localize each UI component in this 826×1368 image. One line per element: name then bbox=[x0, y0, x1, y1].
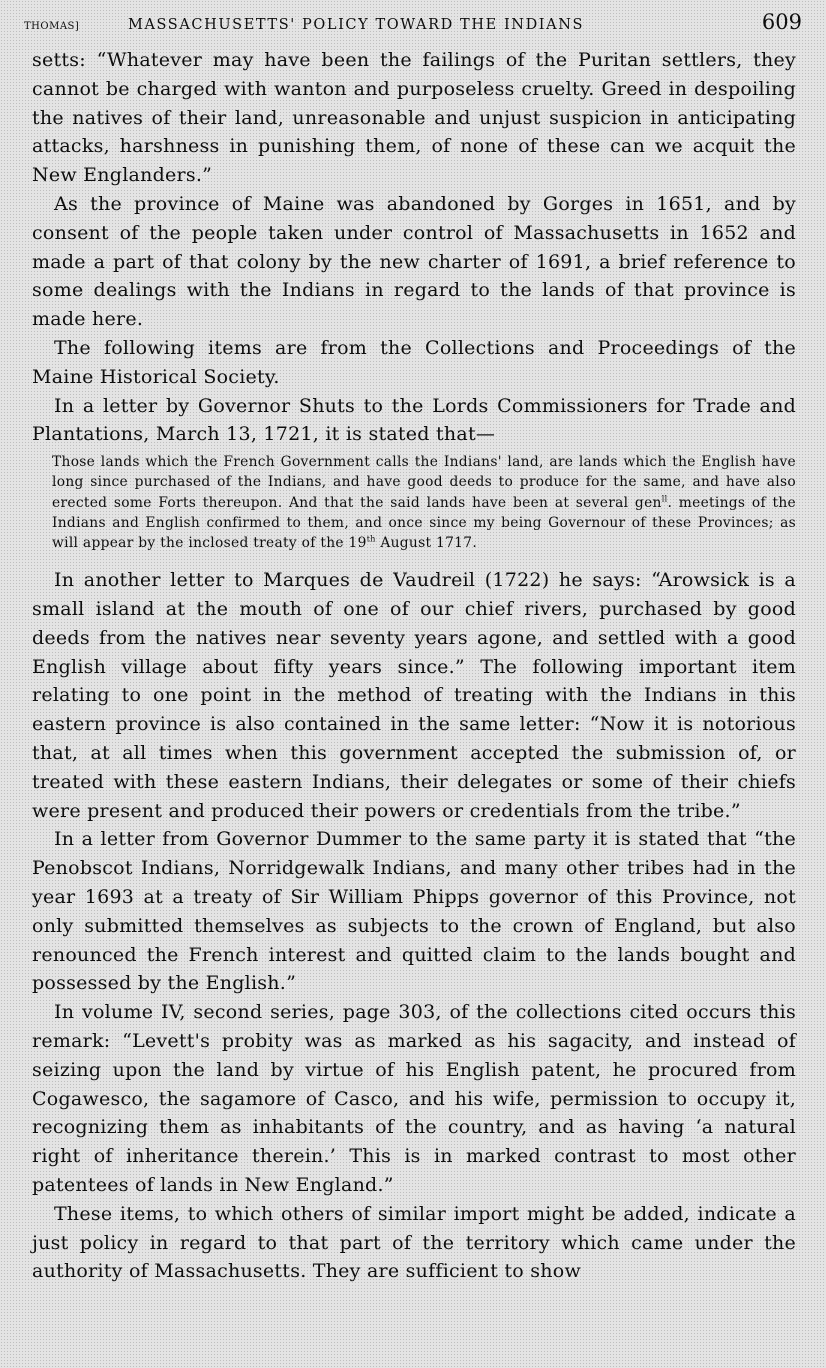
running-head-title: MASSACHUSETTS' POLICY TOWARD THE INDIANS bbox=[128, 17, 585, 33]
block-quote-text-middle: . meetings of the Indians and English confirmed to them, and once since my being Governour of these Provinces; as will appear by the inclosed treaty of the 19 bbox=[52, 494, 796, 551]
paragraph-dummer-letter: In a letter from Governor Dummer to the same party it is stated that “the Penobscot Indians, Norridgewalk Indians, and many other tribes had in the year 1693 at a treaty of Sir William Phipps governor of this Province, not only submitted themselves as subjects to the crown of England, but also renounced the French interest and quitted claim to the lands bought and possessed by the English.” bbox=[32, 828, 796, 995]
block-quote-superscript-1: ll bbox=[661, 493, 668, 503]
page-number: 609 bbox=[761, 10, 802, 34]
paragraph-puritan-quote: setts: “Whatever may have been the failings of the Puritan settlers, they cannot be charged with wanton and purposeless cruelty. Greed in despoiling the natives of their land, unreasonable and unjust suspicion in anticipating attacks, harshness in punishing them, of none of these can we acquit the New Englanders.” bbox=[32, 49, 796, 187]
block-quote-text-start: Those lands which the French Government calls the Indians' land, are lands which the English have long since purchased of the Indians, and have good deeds to produce for the same, and have also erected some Forts thereupon. And that the said lands have been at several gen bbox=[52, 454, 796, 511]
paragraph-vaudreil-letter: In another letter to Marques de Vaudreil (1722) he says: “Arowsick is a small island at the mouth of one of our chief rivers, purchased by good deeds from the natives near seventy years agone, and settled with a good English village about fifty years since.” The following important item relating to one point in the method of treating with the Indians in this eastern province is also contained in the same letter: “Now it is notorious that, at all times when this government accepted the submission of, or treated with these eastern Indians, their delegates or some of their chiefs were present and produced their powers or credentials from the tribe.” bbox=[32, 569, 796, 822]
block-quote-superscript-2: th bbox=[366, 534, 376, 544]
paragraph-conclusion: These items, to which others of similar import might be added, indicate a just policy in regard to that part of the territory which came under the authority of Massachusetts. They are sufficient to show bbox=[32, 1202, 796, 1283]
block-quote-text-end: August 1717. bbox=[375, 534, 478, 551]
author-tag: THOMAS] bbox=[24, 21, 80, 32]
paragraph-collections-intro: The following items are from the Collections and Proceedings of the Maine Historical Society. bbox=[32, 336, 796, 388]
block-quote-shuts bbox=[52, 452, 796, 553]
paragraph-maine-province: As the province of Maine was abandoned by Gorges in 1651, and by consent of the people taken under control of Massachusetts in 1652 and made a part of that colony by the new charter of 1691, a brief reference to some dealings with the Indians in regard to the lands of that province is made here. bbox=[32, 192, 796, 331]
paragraph-shuts-letter: In a letter by Governor Shuts to the Lords Commissioners for Trade and Plantations, March 13, 1721, it is stated that— bbox=[32, 394, 796, 446]
running-head bbox=[24, 10, 802, 46]
paragraph-levett-remark: In volume IV, second series, page 303, of the collections cited occurs this remark: “Levett's probity was as marked as his sagacity, and instead of seizing upon the land by virtue of his English patent, he procured from Cogawesco, the sagamore of Casco, and his wife, permission to occupy it, recognizing them as inhabitants of the country, and as having ‘a natural right of inheritance therein.’ This is in marked contrast to most other patentees of lands in New England.” bbox=[32, 1001, 796, 1196]
